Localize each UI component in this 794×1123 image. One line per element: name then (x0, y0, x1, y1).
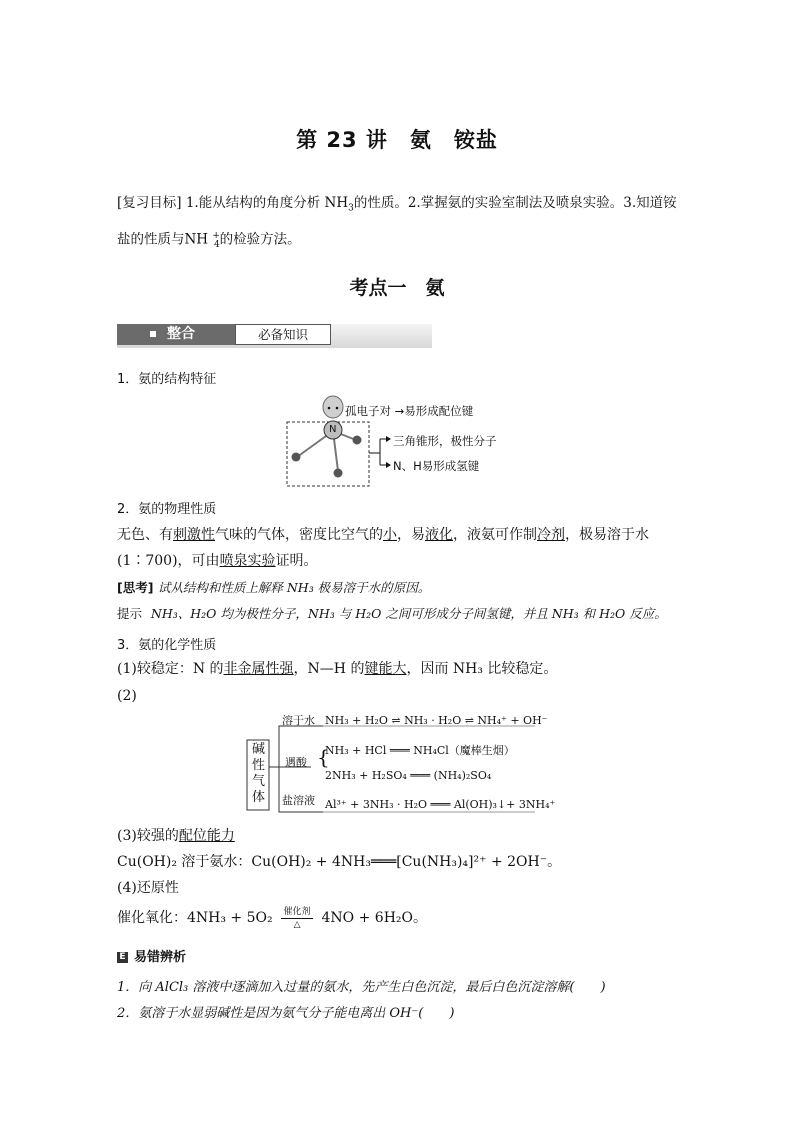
s3-p3 (117, 823, 679, 849)
s1-heading: 1．氨的结构特征 (117, 372, 217, 387)
char: 体 (252, 790, 266, 805)
s2-para-line1 (117, 522, 679, 548)
text: (3)较强的 (117, 828, 179, 844)
branch-water-label: 溶于水 (282, 714, 315, 727)
goal-text-b: 的性质。2.掌握氨的实验室制法及喷泉实验。3.知道铵盐的性质与NH (117, 195, 677, 248)
lone-pair-label: 孤电子对 →易形成配位键 (345, 404, 474, 418)
section-title: 考点一 氨 (349, 277, 445, 299)
brace-icon: { (317, 745, 330, 769)
think-label: [思考] (117, 580, 154, 595)
text: (1)较稳定：N 的 (117, 661, 224, 677)
char: 气 (252, 774, 266, 789)
branch-acid-eq2: 2NH₃ + H₂SO₄ ═══ (NH₄)₂SO₄ (325, 769, 492, 782)
underline-text: 液化 (425, 527, 453, 543)
text: 无色、有 (117, 527, 173, 543)
n-atom-label: N (329, 424, 337, 435)
text: 催化氧化：4NH₃ + 5O₂ (117, 910, 273, 926)
goal-text-a: 1.能从结构的角度分析 NH (185, 195, 349, 211)
text: ，N—H 的 (293, 661, 365, 677)
underline-text: 配位能力 (178, 828, 235, 844)
underline-text: 刺激性 (173, 527, 215, 543)
think-text: 试从结构和性质上解释 NH₃ 极易溶于水的原因。 (157, 580, 431, 595)
heat-icon: △ (293, 919, 301, 930)
s3-p4: (4)还原性 (117, 880, 179, 896)
s3-p2: (2) (117, 688, 137, 704)
text: (1∶700)，可由 (117, 553, 220, 569)
catalyst-label: 催化剂 (283, 906, 311, 917)
think-line (117, 575, 679, 601)
section-band (117, 324, 432, 348)
s2-para-line2 (117, 548, 679, 574)
text: ，易 (397, 527, 425, 543)
error-q2: 2．氨溶于水显弱碱性是因为氨气分子能电离出 OH⁻( ) (117, 1006, 455, 1021)
branch-acid-label: 遇酸 (285, 756, 307, 769)
hint-line (117, 601, 679, 627)
branch-salt-label: 盐溶液 (282, 794, 315, 807)
square-icon (150, 331, 156, 337)
hint-text: NH₃、H₂O 均为极性分子，NH₃ 与 H₂O 之间可形成分子间氢键，并且 NH₃ 和 H₂O 反应。 (150, 606, 667, 621)
branch-acid-eq1: NH₃ + HCl ═══ NH₄Cl（魔棒生烟） (325, 744, 515, 757)
error-q1: 1．向 AlCl₃ 溶液中逐滴加入过量的氨水，先产生白色沉淀，最后白色沉淀溶解( ) (117, 980, 606, 995)
underline-text: 冷剂 (537, 527, 565, 543)
underline-text: 键能大 (364, 661, 407, 677)
goal-label: [复习目标] (117, 195, 182, 211)
underline-text: 非金属性强 (223, 661, 294, 677)
errors-heading (117, 946, 186, 965)
s3-heading: 3．氨的化学性质 (117, 638, 217, 653)
text: ，因而 NH₃ 比较稳定。 (406, 661, 558, 677)
s3-p4-eq (117, 905, 679, 931)
char: 碱 (252, 742, 266, 757)
branch-salt-eq: Al³⁺ + 3NH₃ · H₂O ═══ Al(OH)₃↓+ 3NH₄⁺ (325, 798, 556, 811)
text: 气味的气体，密度比空气的 (215, 527, 383, 543)
lesson-title: 第 23 讲 氨 铵盐 (296, 128, 498, 152)
review-goals: [复习目标] 1.能从结构的角度分析 $NH_3$的性质。2.掌握氨的实验室制法及喷泉实验。3.知道铵盐的性质与NH +$_4$的检验方法。 (117, 195, 677, 250)
text: 易错辨析 (134, 950, 187, 965)
band-integrate: 整合 (117, 324, 235, 345)
branch-water-eq: NH₃ + H₂O ⇌ NH₃ · H₂O ⇌ NH₄⁺ + OH⁻ (325, 714, 548, 727)
s3-p1 (117, 656, 679, 682)
s3-p3-eq: Cu(OH)₂ 溶于氨水：Cu(OH)₂ + 4NH₃═══[Cu(NH₃)₄]²⁺ + 2OH⁻。 (117, 854, 562, 870)
hbond-label: N、H易形成氢键 (393, 459, 480, 473)
basic-gas-label (252, 742, 266, 806)
shape-label: 三角锥形，极性分子 (393, 434, 497, 448)
band-knowledge: 必备知识 (235, 324, 331, 345)
ammonia-structure-diagram (285, 395, 515, 490)
hint-label: 提示 (117, 606, 143, 621)
underline-text: 小 (383, 527, 397, 543)
reaction-condition (281, 907, 313, 930)
text: 证明。 (275, 553, 318, 569)
e-icon: E (117, 952, 128, 963)
text: 4NO + 6H₂O。 (321, 910, 427, 926)
text: ，液氨可作制 (453, 527, 537, 543)
goal-text-c: 的检验方法。 (219, 231, 301, 248)
s2-heading: 2．氨的物理性质 (117, 502, 217, 517)
underline-text: 喷泉实验 (219, 553, 276, 569)
basic-gas-diagram (245, 712, 556, 816)
char: 性 (252, 758, 266, 773)
text: ，极易溶于水 (565, 527, 649, 543)
